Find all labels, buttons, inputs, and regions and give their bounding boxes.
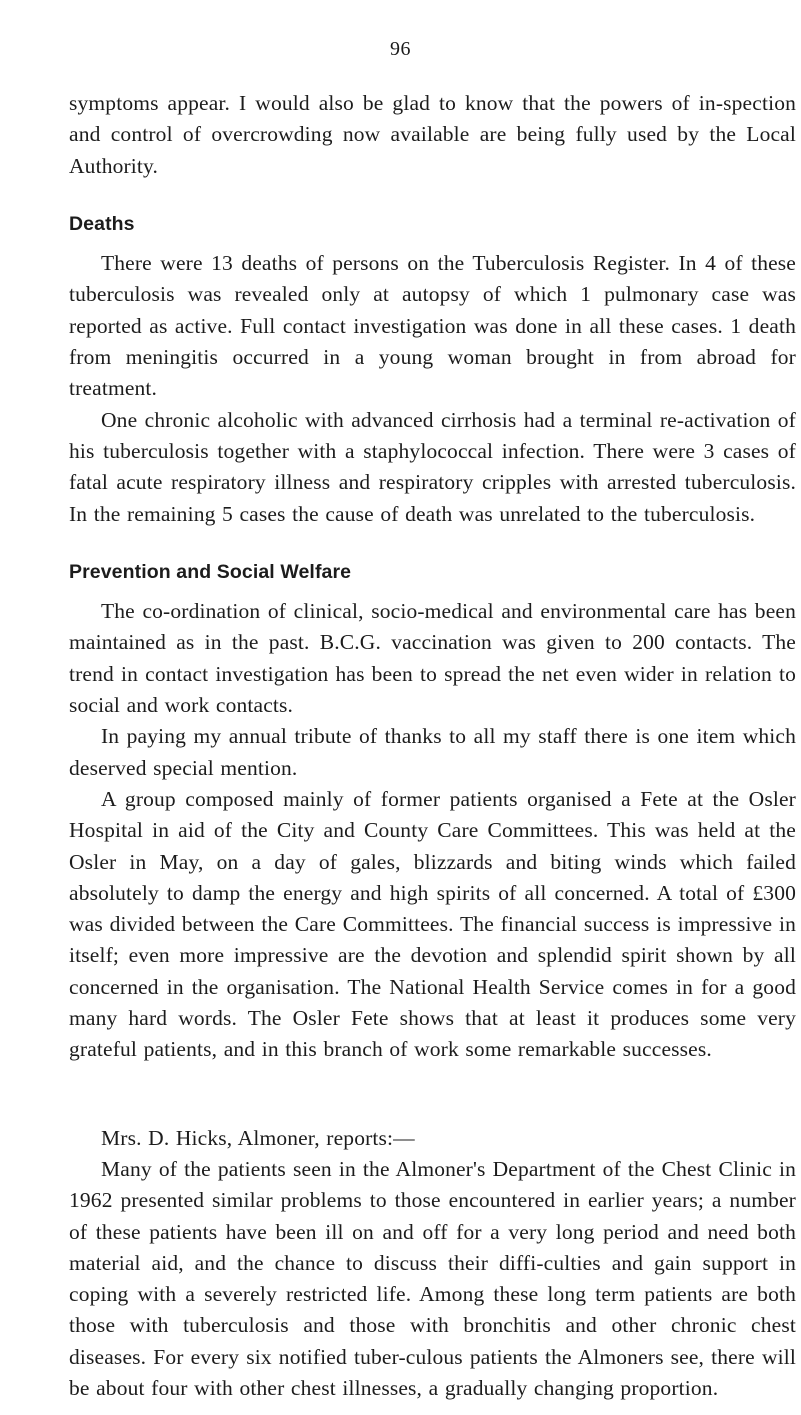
prevention-paragraph: A group composed mainly of former patients organised a Fete at the Osler Hospital in aid of the City and County Care Committees. This was held at the Osler in May, on a day of gales, blizzards and biting winds which failed absolutely to damp the energy and high spirits of all concerned. A total of £300 was divided between the Care Committees. The financial success is impressive in itself; even more impressive are the devotion and splendid spirit shown by all concerned in the organisation. The National Health Service comes in for a good many hard words. The Osler Fete shows that at least it produces some very grateful patients, and in this branch of work some remarkable successes.: [69, 786, 796, 1062]
deaths-heading: Deaths: [69, 212, 135, 235]
deaths-paragraph: There were 13 deaths of persons on the Tuberculosis Register. In 4 of these tuberculosis was revealed only at autopsy of which 1 pulmonary case was reported as active. Full contact investigation was done in all these cases. 1 death from meningitis occurred in a young woman brought in from abroad for treatment.: [69, 251, 796, 401]
prevention-heading: Prevention and Social Welfare: [69, 560, 352, 583]
almoner-report-intro: Mrs. D. Hicks, Almoner, reports:—: [101, 1125, 415, 1150]
almoner-paragraph: Many of the patients seen in the Almoner's Department of the Chest Clinic in 1962 presented similar problems to those encountered in earlier years; a number of these patients have been ill on and off for a very long period and need both material aid, and the chance to discuss their diffi-culties and gain support in coping with a severely restricted life. Among these long term patients are both those with tuberculosis and those with bronchitis and other chronic chest diseases. For every six notified tuber-culous patients the Almoners see, there will be about four with other chest illnesses, a gradually changing proportion.: [69, 1156, 796, 1400]
page-number: 96: [390, 38, 411, 60]
opening-paragraph: symptoms appear. I would also be glad to know that the powers of in-spection and control of overcrowding now available are being fully used by the Local Authority.: [69, 91, 796, 178]
deaths-paragraph: One chronic alcoholic with advanced cirrhosis had a terminal re-activation of his tuberculosis together with a staphylococcal infection. There were 3 cases of fatal acute respiratory illness and respiratory cripples with arrested tuberculosis. In the remaining 5 cases the cause of death was unrelated to the tuberculosis.: [69, 407, 796, 526]
prevention-paragraph: In paying my annual tribute of thanks to all my staff there is one item which deserved special mention.: [69, 724, 796, 780]
page-body: [69, 88, 796, 1404]
prevention-paragraph: The co-ordination of clinical, socio-medical and environmental care has been maintained as in the past. B.C.G. vaccination was given to 200 contacts. The trend in contact investigation has been to spread the net even wider in relation to social and work contacts.: [69, 599, 796, 718]
